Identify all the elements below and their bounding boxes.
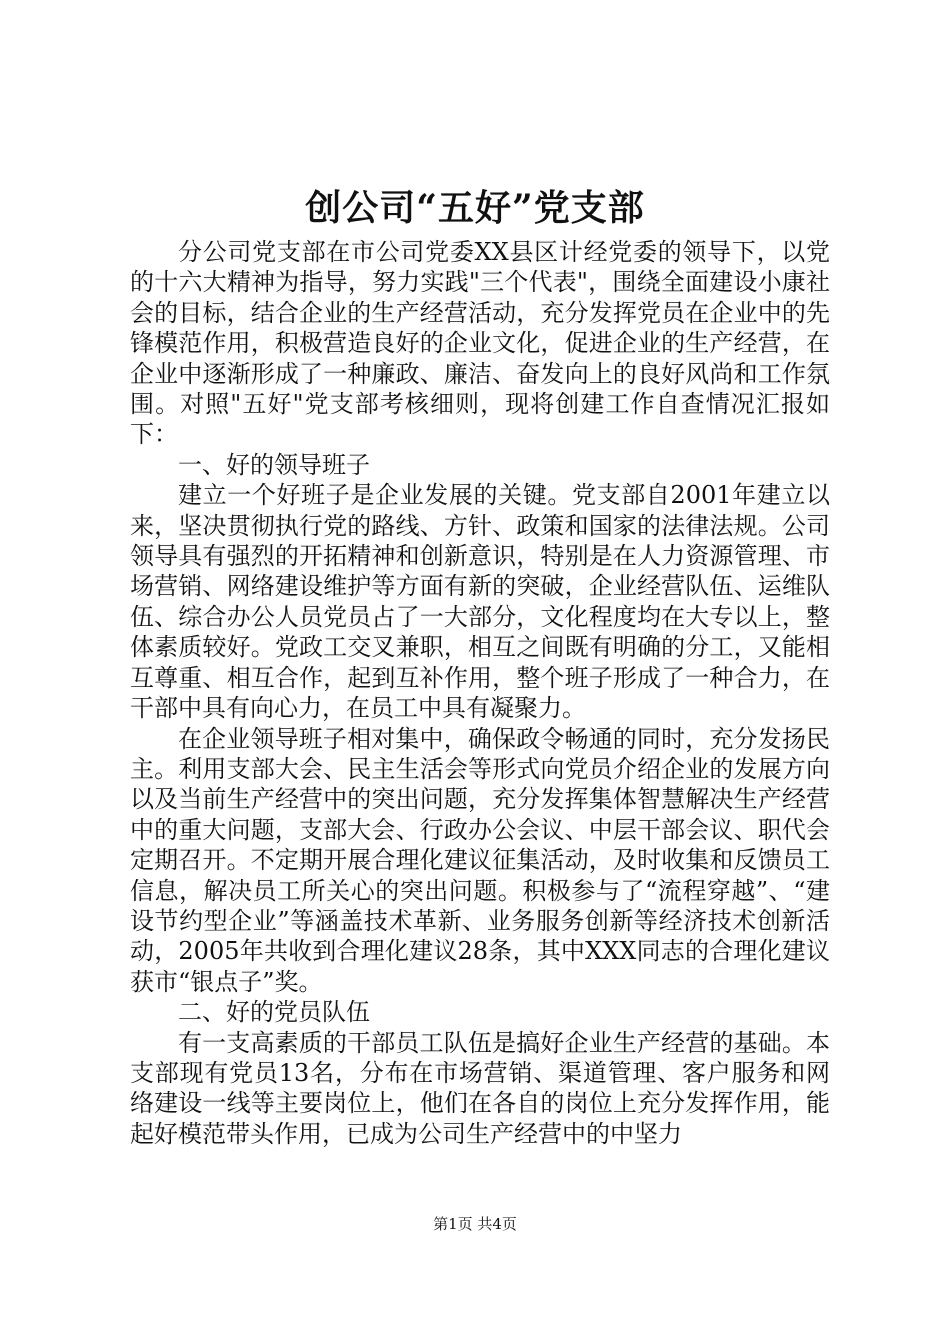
document-body [130,237,830,1149]
section-heading-leadership: 一、好的领导班子 [178,450,370,479]
paragraph-leadership-2: 在企业领导班子相对集中，确保政令畅通的同时，充分发扬民主。利用支部大会、民主生活会等形式向党员介绍企业的发展方向以及当前生产经营中的突出问题，充分发挥集体智慧解决生产经营中的重大问题，支部大会、行政办公会议、中层干部会议、职代会定期召开。不定期开展合理化建议征集活动，及时收集和反馈员工信息，解决员工所关心的突出问题。积极参与了“流程穿越”、“建设节约型企业”等涵盖技术革新、业务服务创新等经济技术创新活动，2005年共收到合理化建议28条，其中XXX同志的合理化建议获市“银点子”奖。 [130,724,830,996]
paragraph-intro: 分公司党支部在市公司党委XX县区计经党委的领导下，以党的十六大精神为指导，努力实践"三个代表"，围绕全面建设小康社会的目标，结合企业的生产经营活动，充分发挥党员在企业中的先锋模范作用，积极营造良好的企业文化，促进企业的生产经营，在企业中逐渐形成了一种廉政、廉洁、奋发向上的良好风尚和工作氛围。对照"五好"党支部考核细则，现将创建工作自查情况汇报如下： [130,238,830,449]
section-heading-members: 二、好的党员队伍 [178,998,370,1027]
document-title: 创公司“五好”党支部 [305,187,645,229]
paragraph-members-1: 有一支高素质的干部员工队伍是搞好企业生产经营的基础。本支部现有党员13名，分布在市场营销、渠道管理、客户服务和网络建设一线等主要岗位上，他们在各自的岗位上充分发挥作用，能起好模范带头作用，已成为公司生产经营中的中坚力 [130,1028,830,1148]
paragraph-leadership-1: 建立一个好班子是企业发展的关键。党支部自2001年建立以来，坚决贯彻执行党的路线、方针、政策和国家的法律法规。公司领导具有强烈的开拓精神和创新意识，特别是在人力资源管理、市场营销、网络建设维护等方面有新的突破，企业经营队伍、运维队伍、综合办公人员党员占了一大部分，文化程度均在大专以上，整体素质较好。党政工交叉兼职，相互之间既有明确的分工，又能相互尊重、相互合作，起到互补作用，整个班子形成了一种合力，在干部中具有向心力，在员工中具有凝聚力。 [130,481,830,723]
page-footer: 第1页 共4页 [433,1215,517,1233]
